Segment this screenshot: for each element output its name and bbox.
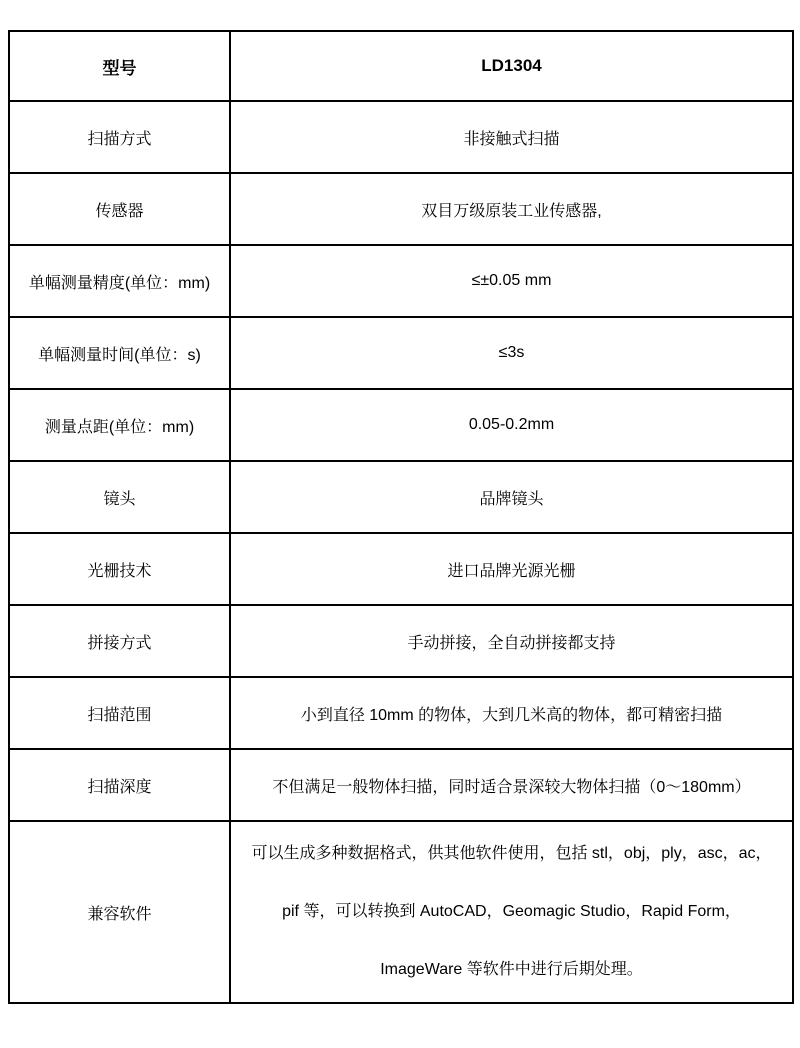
spec-value: ≤3s: [230, 317, 793, 389]
spec-row-measure-time: [9, 317, 793, 389]
spec-value: [230, 821, 793, 1003]
spec-label: 扫描深度: [9, 749, 230, 821]
spec-value: ≤±0.05 mm: [230, 245, 793, 317]
spec-label: 拼接方式: [9, 605, 230, 677]
spec-value: 双目万级原装工业传感器,: [230, 173, 793, 245]
spec-row-stitching: [9, 605, 793, 677]
spec-row-scan-range: [9, 677, 793, 749]
spec-value: 进口品牌光源光栅: [230, 533, 793, 605]
spec-value-line: pif 等，可以转换到 AutoCAD，Geomagic Studio，Rapid Form，: [282, 903, 741, 920]
spec-label: 传感器: [9, 173, 230, 245]
product-spec-table: [8, 30, 794, 1004]
spec-label: 测量点距(单位：mm): [9, 389, 230, 461]
spec-value: 0.05-0.2mm: [230, 389, 793, 461]
spec-label: 单幅测量精度(单位：mm): [9, 245, 230, 317]
spec-label: 镜头: [9, 461, 230, 533]
spec-row-grating-tech: [9, 533, 793, 605]
spec-value: LD1304: [230, 31, 793, 101]
spec-label: 兼容软件: [9, 821, 230, 1003]
spec-row-scan-method: [9, 101, 793, 173]
spec-value: 品牌镜头: [230, 461, 793, 533]
spec-row-accuracy: [9, 245, 793, 317]
spec-label: 光栅技术: [9, 533, 230, 605]
spec-label: 型号: [9, 31, 230, 101]
spec-value: 小到直径 10mm 的物体，大到几米高的物体，都可精密扫描: [230, 677, 793, 749]
spec-label: 单幅测量时间(单位：s): [9, 317, 230, 389]
spec-value: 手动拼接，全自动拼接都支持: [230, 605, 793, 677]
spec-row-scan-depth: [9, 749, 793, 821]
spec-row-model: [9, 31, 793, 101]
spec-value: 不但满足一般物体扫描，同时适合景深较大物体扫描（0～180mm）: [230, 749, 793, 821]
spec-row-point-distance: [9, 389, 793, 461]
spec-row-lens: [9, 461, 793, 533]
spec-value-line: ImageWare 等软件中进行后期处理。: [380, 961, 643, 978]
spec-label: 扫描范围: [9, 677, 230, 749]
spec-row-sensor: [9, 173, 793, 245]
spec-row-compatible-software: [9, 821, 793, 1003]
spec-label: 扫描方式: [9, 101, 230, 173]
spec-value: 非接触式扫描: [230, 101, 793, 173]
spec-value-line: 可以生成多种数据格式，供其他软件使用，包括 stl，obj，ply，asc，ac，: [251, 845, 772, 862]
